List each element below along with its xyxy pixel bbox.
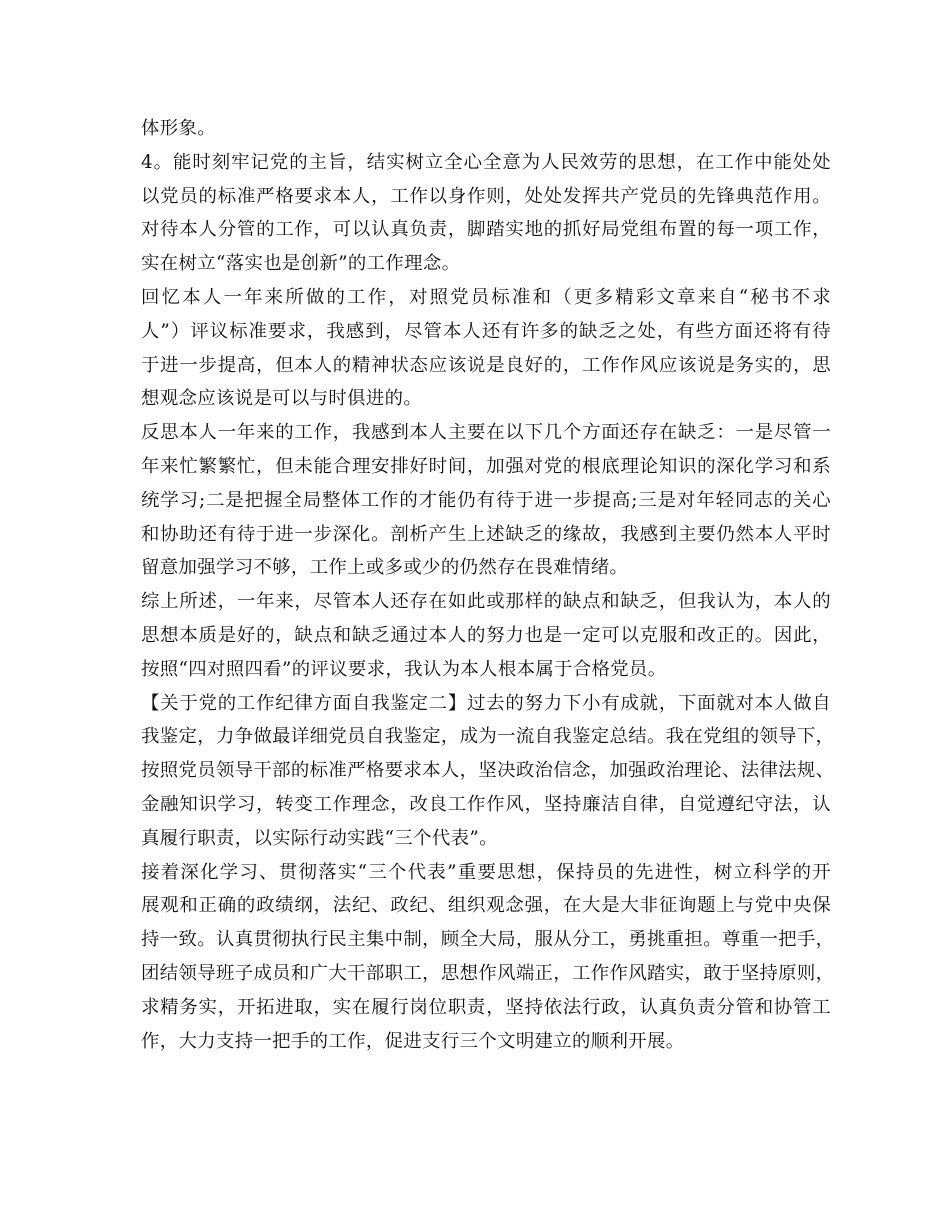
text-line: 回忆本人一年来所做的工作，对照党员标准和（更多精彩文章来自“秘书不求	[141, 286, 831, 308]
text-line: 思想本质是好的，缺点和缺乏通过本人的努力也是一定可以克服和改正的。因此，	[141, 624, 831, 646]
text-line: 金融知识学习，转变工作理念，改良工作作风，坚持廉洁自律，自觉遵纪守法，认	[141, 793, 831, 815]
text-line: 按照“四对照四看”的评议要求，我认为本人根本属于合格党员。	[141, 658, 667, 680]
text-line: 按照党员领导干部的标准严格要求本人，坚决政治信念，加强政治理论、法律法规、	[141, 760, 835, 782]
text-line: 【关于党的工作纪律方面自我鉴定二】过去的努力下小有成就，下面就对本人做自	[141, 692, 831, 714]
text-line: 接着深化学习、贯彻落实“三个代表”重要思想，保持员的先进性，树立科学的开	[141, 861, 831, 883]
text-line: 团结领导班子成员和广大干部职工，思想作风端正，工作作风踏实，敢于坚持原则，	[141, 962, 835, 984]
text-line: 综上所述，一年来，尽管本人还存在如此或那样的缺点和缺乏，但我认为，本人的	[141, 591, 831, 613]
text-line: 体形象。	[141, 118, 216, 139]
text-line: 以党员的标准严格要求本人，工作以身作则，处处发挥共产党员的先锋典范作用。	[141, 185, 831, 207]
text-line: 持一致。认真贯彻执行民主集中制，顾全大局，服从分工，勇挑重担。尊重一把手，	[141, 929, 835, 951]
text-line: 反思本人一年来的工作，我感到本人主要在以下几个方面还存在缺乏：一是尽管一	[141, 422, 831, 444]
text-line: 实在树立“落实也是创新”的工作理念。	[141, 253, 461, 275]
text-line: 统学习;二是把握全局整体工作的才能仍有待于进一步提高;三是对年轻同志的关心	[141, 489, 831, 511]
text-line: 4。能时刻牢记党的主旨，结实树立全心全意为人民效劳的思想，在工作中能处处	[141, 151, 831, 173]
text-line: 对待本人分管的工作，可以认真负责，脚踏实地的抓好局党组布置的每一项工作，	[141, 219, 831, 241]
text-line: 于进一步提高，但本人的精神状态应该说是良好的，工作作风应该说是务实的，思	[141, 354, 831, 376]
text-line: 留意加强学习不够，工作上或多或少的仍然存在畏难情绪。	[141, 557, 629, 579]
document-body	[141, 112, 835, 1058]
text-line: 我鉴定，力争做最详细党员自我鉴定，成为一流自我鉴定总结。我在党组的领导下，	[141, 726, 835, 748]
text-line: 求精务实，开拓进取，实在履行岗位职责，坚持依法行政，认真负责分管和协管工	[141, 996, 831, 1018]
text-line: 真履行职责，以实际行动实践“三个代表”。	[141, 827, 498, 849]
text-line: 想观念应该说是可以与时俱进的。	[141, 388, 423, 410]
text-line: 和协助还有待于进一步深化。剖析产生上述缺乏的缘故，我感到主要仍然本人平时	[141, 523, 831, 545]
text-line: 年来忙繁繁忙，但未能合理安排好时间，加强对党的根底理论知识的深化学习和系	[141, 455, 831, 477]
text-line: 人”）评议标准要求，我感到，尽管本人还有许多的缺乏之处，有些方面还将有待	[141, 320, 831, 342]
text-line: 展观和正确的政绩纲，法纪、政纪、组织观念强，在大是大非征询题上与党中央保	[141, 895, 831, 917]
text-line: 作，大力支持一把手的工作，促进支行三个文明建立的顺利开展。	[141, 1030, 685, 1052]
